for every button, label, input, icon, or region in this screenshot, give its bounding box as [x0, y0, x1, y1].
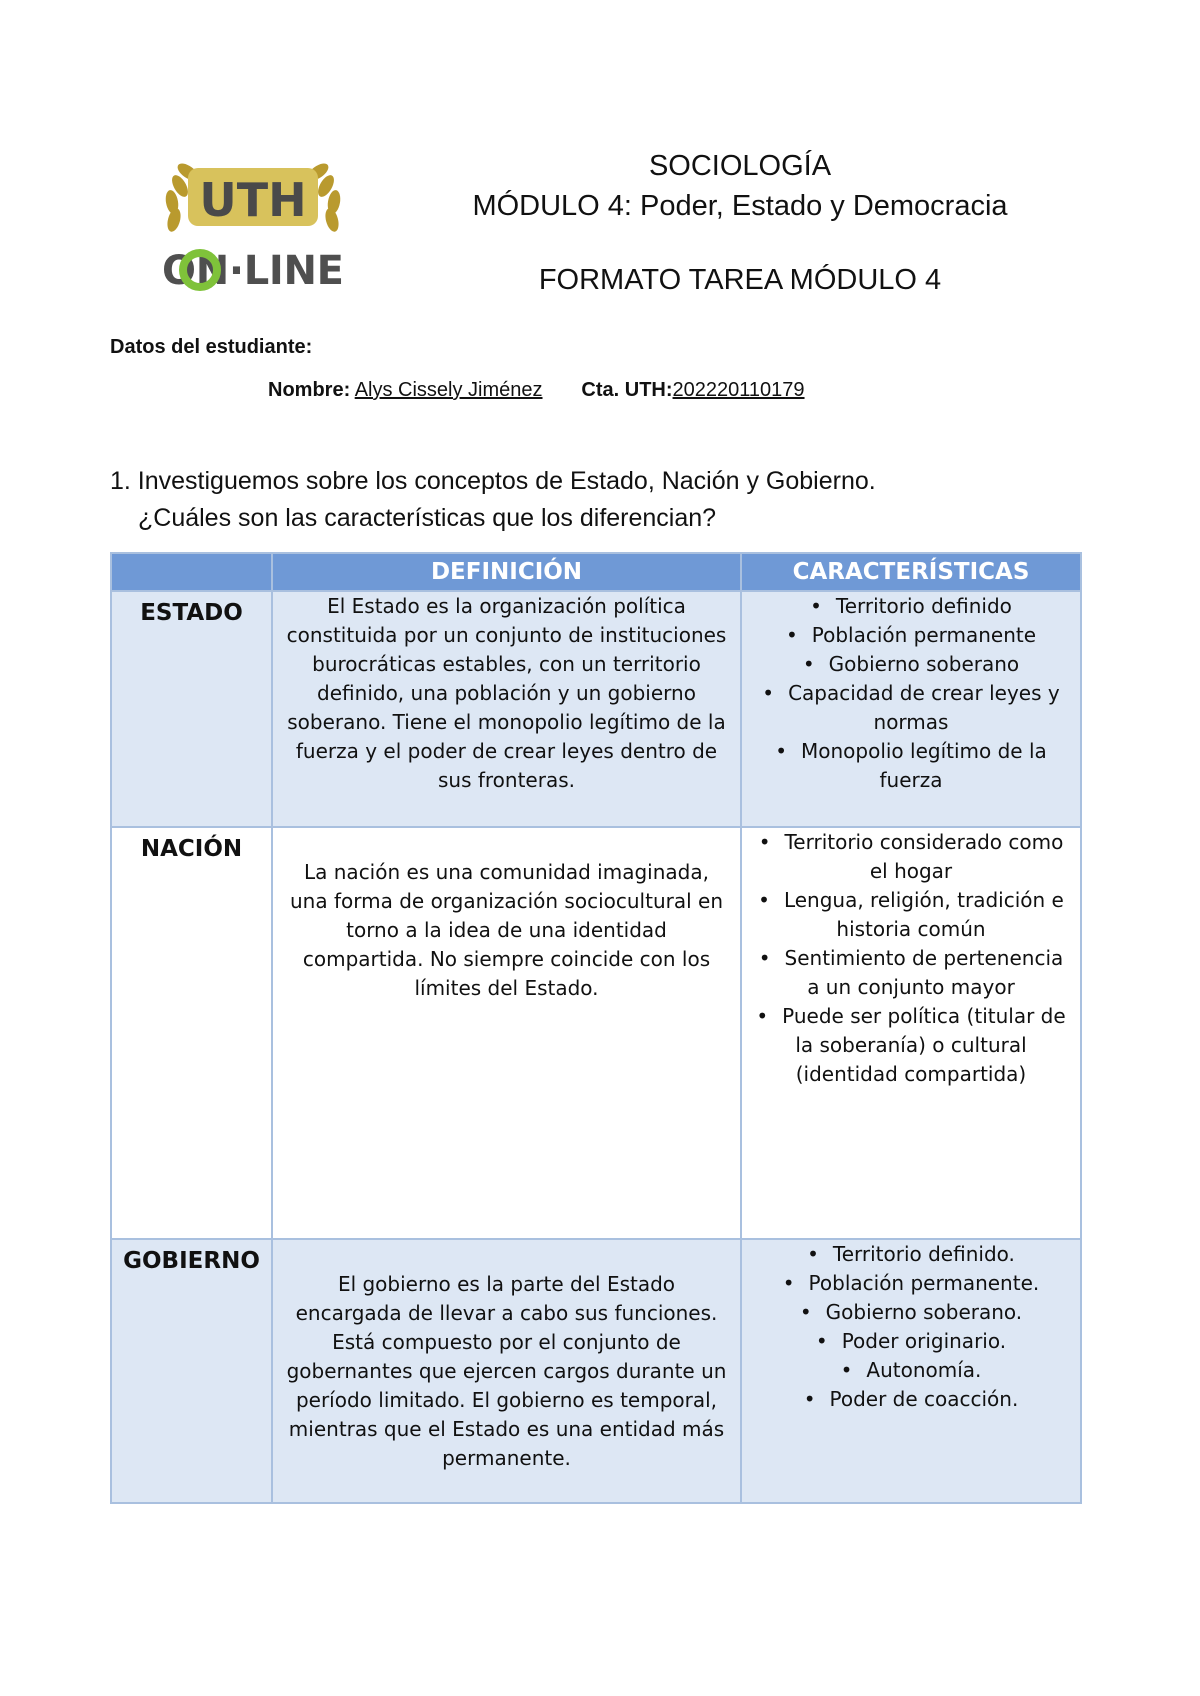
- format-title: FORMATO TAREA MÓDULO 4: [538, 264, 942, 296]
- characteristics-cell: [741, 1239, 1081, 1503]
- header-definition: DEFINICIÓN: [272, 553, 741, 591]
- characteristics-cell: [741, 827, 1081, 1239]
- list-item: • Sentimiento de pertenencia a un conjunto mayor: [750, 944, 1072, 1002]
- list-item: • Capacidad de crear leyes y normas: [750, 679, 1072, 737]
- list-item: • Territorio definido.: [750, 1240, 1072, 1269]
- document-header: [430, 146, 1050, 300]
- list-item: • Población permanente.: [750, 1269, 1072, 1298]
- table-row-gobierno: [111, 1239, 1081, 1503]
- list-item: • Monopolio legítimo de la fuerza: [750, 737, 1072, 795]
- name-label: Nombre:: [268, 379, 351, 401]
- table-row-estado: [111, 591, 1081, 827]
- row-label: NACIÓN: [111, 827, 272, 1239]
- uth-online-logo: [158, 146, 348, 296]
- list-item: • Poder originario.: [750, 1327, 1072, 1356]
- question-1: [110, 463, 876, 537]
- question-line-2: ¿Cuáles son las características que los diferencian?: [138, 504, 717, 532]
- module-title: MÓDULO 4: Poder, Estado y Democracia: [472, 190, 1008, 222]
- question-line-1: 1. Investiguemos sobre los conceptos de Estado, Nación y Gobierno.: [110, 467, 876, 495]
- logo-online-text: ON·LINE: [162, 248, 344, 294]
- student-data-label: Datos del estudiante:: [110, 336, 313, 358]
- table-row-nacion: [111, 827, 1081, 1239]
- list-item: • Lengua, religión, tradición e historia común: [750, 886, 1072, 944]
- row-label: GOBIERNO: [111, 1239, 272, 1503]
- subject-title: SOCIOLOGÍA: [648, 150, 832, 182]
- student-info-line: [268, 379, 805, 402]
- list-item: • Poder de coacción.: [750, 1385, 1072, 1414]
- list-item: • Puede ser política (titular de la soberanía) o cultural (identidad compartida): [750, 1002, 1072, 1089]
- list-item: • Territorio definido: [750, 592, 1072, 621]
- characteristics-list: [742, 1240, 1080, 1414]
- student-name: Alys Cissely Jiménez: [354, 379, 543, 401]
- list-item: • Gobierno soberano.: [750, 1298, 1072, 1327]
- list-item: • Población permanente: [750, 621, 1072, 650]
- definition-cell: El gobierno es la parte del Estado encargada de llevar a cabo sus funciones. Está compuesto por el conjunto de gobernantes que ejercen cargos durante un período limitado. El gobierno es temporal, mientras que el Estado es una entidad más permanente.: [272, 1239, 741, 1503]
- characteristics-list: [742, 592, 1080, 795]
- list-item: • Autonomía.: [750, 1356, 1072, 1385]
- list-item: • Gobierno soberano: [750, 650, 1072, 679]
- definition-cell: El Estado es la organización política constituida por un conjunto de instituciones burocráticas estables, con un territorio definido, una población y un gobierno soberano. Tiene el monopolio legítimo de la fuerza y el poder de crear leyes dentro de sus fronteras.: [272, 591, 741, 827]
- logo-uth-text: UTH: [199, 173, 307, 227]
- list-item: • Territorio considerado como el hogar: [750, 828, 1072, 886]
- account-label: Cta. UTH:: [581, 379, 673, 401]
- table-header-row: [111, 553, 1081, 591]
- account-number: 202220110179: [672, 379, 805, 401]
- header-characteristics: CARACTERÍSTICAS: [741, 553, 1081, 591]
- definition-cell: La nación es una comunidad imaginada, una forma de organización sociocultural en torno a la idea de una identidad compartida. No siempre coincide con los límites del Estado.: [272, 827, 741, 1239]
- row-label: ESTADO: [111, 591, 272, 827]
- concepts-table: [110, 552, 1082, 1504]
- characteristics-cell: [741, 591, 1081, 827]
- header-empty: [111, 553, 272, 591]
- characteristics-list: [742, 828, 1080, 1089]
